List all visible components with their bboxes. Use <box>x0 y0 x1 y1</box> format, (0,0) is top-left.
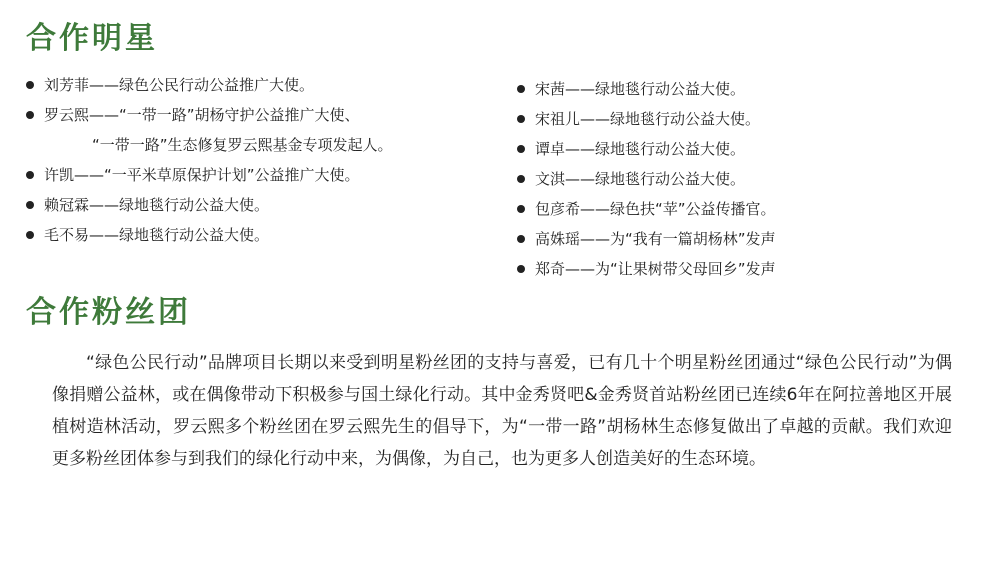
bullet-icon <box>26 231 34 239</box>
list-item-text: 宋茜——绿地毯行动公益大使。 <box>535 80 746 98</box>
list-item-text: 包彦希——绿色扶“苹”公益传播官。 <box>535 200 776 218</box>
list-item-text: 赖冠霖——绿地毯行动公益大使。 <box>44 196 270 214</box>
list-item <box>517 104 987 134</box>
bullet-icon <box>517 85 525 93</box>
bullet-icon <box>517 265 525 273</box>
list-item-text: 罗云熙——“一带一路”胡杨守护公益推广大使、 <box>44 106 360 124</box>
section-title-stars: 合作明星 <box>26 21 158 56</box>
bullet-icon <box>26 111 34 119</box>
list-item-text: 谭卓——绿地毯行动公益大使。 <box>535 140 746 158</box>
bullet-icon <box>517 175 525 183</box>
bullet-icon <box>517 115 525 123</box>
list-item <box>517 224 987 254</box>
list-item <box>517 194 987 224</box>
list-item <box>517 134 987 164</box>
list-item <box>517 164 987 194</box>
list-item-text: 毛不易——绿地毯行动公益大使。 <box>44 226 270 244</box>
list-item-continuation: “一带一路”生态修复罗云熙基金专项发起人。 <box>92 136 393 154</box>
star-list-right <box>517 74 987 284</box>
list-item <box>26 160 496 190</box>
bullet-icon <box>26 171 34 179</box>
bullet-icon <box>517 205 525 213</box>
star-list-left <box>26 70 496 250</box>
list-item-text: 郑奇——为“让果树带父母回乡”发声 <box>535 260 776 278</box>
bullet-icon <box>517 145 525 153</box>
bullet-icon <box>517 235 525 243</box>
bullet-icon <box>26 201 34 209</box>
fans-paragraph: “绿色公民行动”品牌项目长期以来受到明星粉丝团的支持与喜爱，已有几十个明星粉丝团通过“绿色公民行动”为偶像捐赠公益林，或在偶像带动下积极参与国土绿化行动。其中金秀贤吧&金秀贤首站粉丝团已连续6年在阿拉善地区开展植树造林活动，罗云熙多个粉丝团在罗云熙先生的倡导下，为“一带一路”胡杨林生态修复做出了卓越的贡献。我们欢迎更多粉丝团体参与到我们的绿化行动中来，为偶像，为自己，也为更多人创造美好的生态环境。 <box>52 353 952 469</box>
bullet-icon <box>26 81 34 89</box>
list-item <box>26 190 496 220</box>
list-item-text: 高姝瑶——为“我有一篇胡杨林”发声 <box>535 230 776 248</box>
list-item-text: 许凯——“一平米草原保护计划”公益推广大使。 <box>44 166 360 184</box>
list-item <box>26 70 496 100</box>
list-item-text: 刘芳菲——绿色公民行动公益推广大使。 <box>44 76 315 94</box>
section-title-fans: 合作粉丝团 <box>26 295 191 330</box>
list-item-text: 文淇——绿地毯行动公益大使。 <box>535 170 746 188</box>
list-item <box>517 254 987 284</box>
list-item <box>26 100 496 160</box>
list-item <box>26 220 496 250</box>
list-item-text: 宋祖儿——绿地毯行动公益大使。 <box>535 110 761 128</box>
list-item <box>517 74 987 104</box>
